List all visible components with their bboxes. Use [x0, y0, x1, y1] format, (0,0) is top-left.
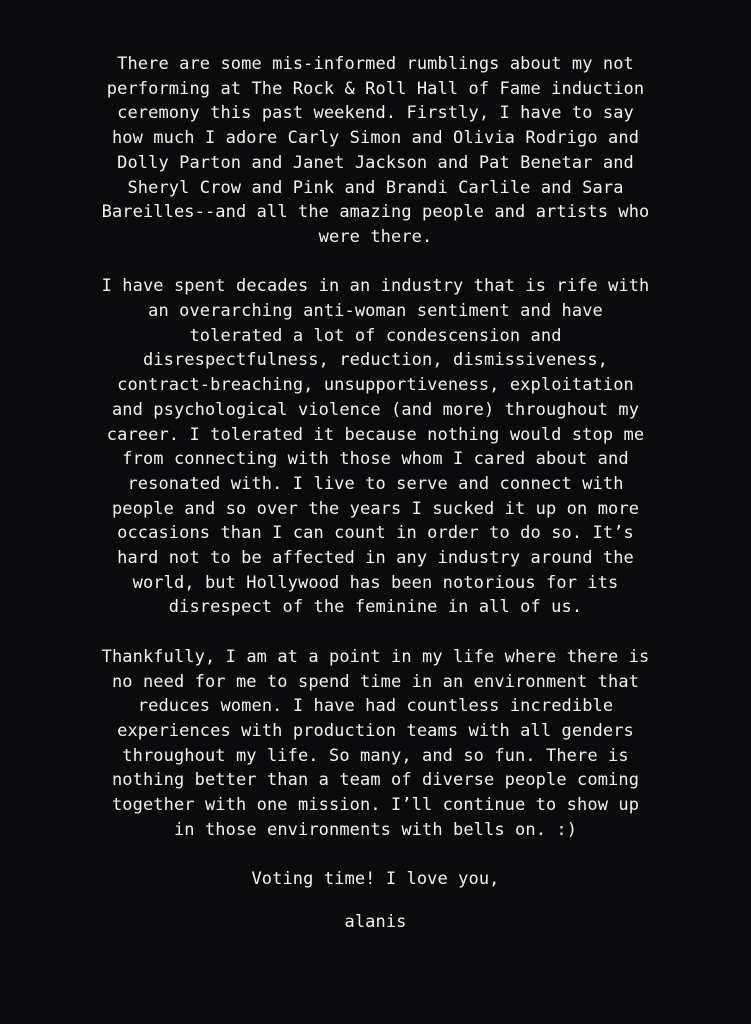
signature: alanis	[344, 911, 407, 932]
paragraph-industry: I have spent decades in an industry that is rife with an overarching anti-woman sentiment and have tolerated a lot of condescension and disrespectfulness, reduction, dismissiveness, contract-breaching, unsupportiveness, exploitation and psychological violence (and more) throughout my career. I tolerated it because nothing would stop me from connecting with those whom I cared about and resonated with. I live to serve and connect with people and so over the years I sucked it up on more occasions than I can count in order to do so. It’s hard not to be affected in any industry around the world, but Hollywood has been notorious for its disrespect of the feminine in all of us.	[101, 276, 650, 618]
closing-line: Voting time! I love you,	[251, 869, 500, 890]
paragraph-thankfully: Thankfully, I am at a point in my life where there is no need for me to spend time in an environment that reduces women. I have had countless incredible experiences with production teams with all genders throughout my life. So many, and so fun. There is nothing better than a team of diverse people coming together with one mission. I’ll continue to show up in those environments with bells on. :)	[101, 646, 650, 840]
paragraph-intro: There are some mis-informed rumblings about my not performing at The Rock & Roll Hall of Fame induction ceremony this past weekend. Firstly, I have to say how much I adore Carly Simon and Olivia Rodrigo and Dolly Parton and Janet Jackson and Pat Benetar and Sheryl Crow and Pink and Brandi Carlile and Sara Bareilles--and all the amazing people and artists who were there.	[101, 54, 650, 247]
story-text-block	[22, 52, 729, 935]
